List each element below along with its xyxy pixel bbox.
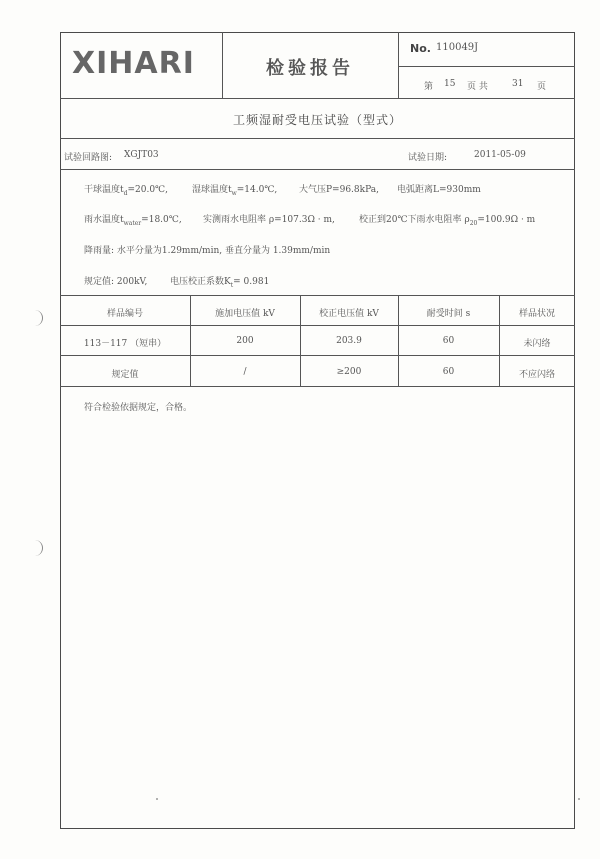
specified-value: 规定值: 200kV, [84,277,148,287]
punch-hole-mark [33,310,43,326]
arc-distance: 电弧距离L=930mm [397,185,481,195]
header-bottom-line [60,98,575,99]
header-number-divider [398,66,575,67]
table-cell-applied-voltage: 200 [236,336,254,346]
conditions-bottom-line [60,295,575,296]
column-header-corrected-voltage: 校正电压值 kV [319,309,379,319]
scan-speck [578,798,580,800]
column-header-sample-id: 样品编号 [106,309,143,319]
conclusion-text: 符合检验依据规定，合格。 [84,403,193,413]
table-cell-corrected-voltage: 203.9 [336,336,362,346]
column-header-applied-voltage: 施加电压值 kV [215,309,275,319]
rain-water-temperature: 雨水温度$t_{water}=18.0℃$, [84,215,182,227]
table-cell-withstand-time: 60 [442,336,455,346]
title-bottom-line [60,138,575,139]
table-cell-sample-condition: 未闪络 [523,339,551,349]
test-date-label: 试验日期: [408,153,448,163]
circuit-value: XGJT03 [124,150,159,160]
column-header-sample-condition: 样品状况 [518,309,555,319]
page-prefix: 第 [424,82,434,92]
page-suffix: 页 [537,82,547,92]
table-cell-sample-id: 113－117 （短串） [83,339,167,349]
table-header-line [60,325,575,326]
table-row2-line [60,386,575,387]
header-divider-right [398,32,399,98]
table-cell-spec-label: 规定值 [111,370,139,380]
wet-bulb-temperature: 湿球温度$t_w=14.0℃$, [192,185,278,197]
table-cell-spec-time: 60 [442,367,455,377]
column-header-withstand-time: 耐受时间 s [426,309,471,319]
atmospheric-pressure: 大气压P=96.8kPa, [299,185,379,195]
table-cell-spec-corrected: ≥200 [336,367,362,377]
dry-bulb-temperature: 干球温度$t_d=20.0℃$, [84,185,168,197]
table-cell-spec-condition: 不应闪络 [518,370,555,380]
scan-speck [156,798,158,800]
report-title: 工频湿耐受电压试验（型式） [232,113,402,127]
voltage-correction-factor: 电压校正系数$K_t= 0.981$ [170,277,270,289]
corrected-resistivity: 校正到20℃下雨水电阻率 $\rho_{20}=100.9\Omega \cdot m$ [359,215,536,227]
table-cell-spec-applied: / [243,367,247,377]
report-number-value: 110049J [436,42,479,53]
test-date-value: 2011-05-09 [474,150,526,160]
table-row1-line [60,355,575,356]
meta-bottom-line [60,169,575,170]
report-number-label: No. [410,42,431,55]
page-current: 15 [444,79,456,89]
measured-resistivity: 实测雨水电阻率 ρ=107.3Ω · m, [203,215,335,225]
document-title: 检验报告 [266,58,354,79]
punch-hole-mark [33,540,43,556]
page-total: 31 [512,79,524,89]
precipitation-rate: 降雨量: 水平分量为1.29mm/min, 垂直分量为 1.39mm/min [84,246,331,256]
circuit-label: 试验回路图: [64,153,113,163]
page-mid: 页 共 [467,82,488,92]
company-logo: XIHARI [72,46,195,81]
